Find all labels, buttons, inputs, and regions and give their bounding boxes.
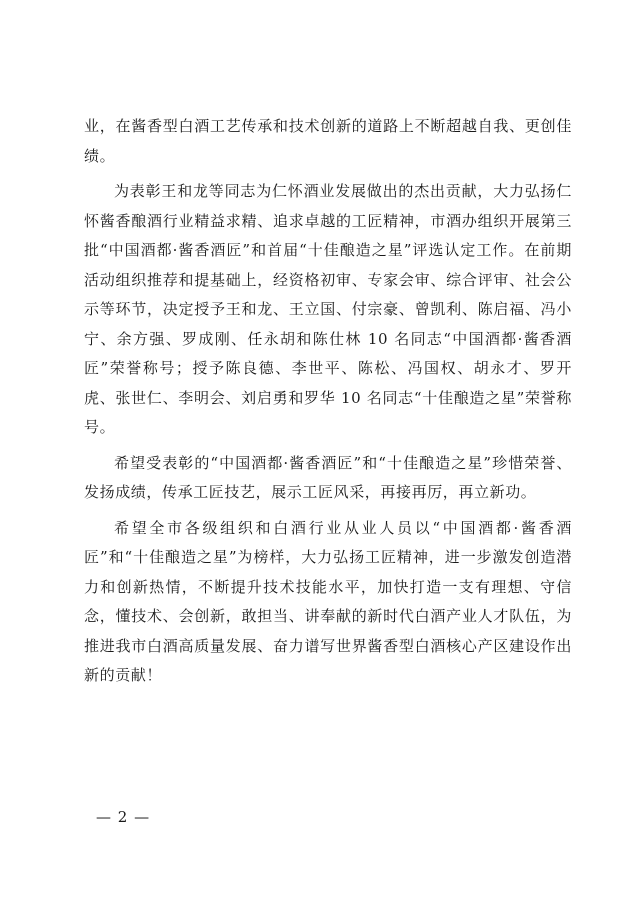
paragraph-industry-call: 希望全市各级组织和白酒行业从业人员以“中国酒都·酱香酒匠”和“十佳酿造之星”为榜样，大力弘扬工匠精神，进一步激发创造潜力和创新热情，不断提升技术技能水平，加快打造一支有理想、守信念，懂技术、会创新，敢担当、讲奉献的新时代白酒产业人才队伍，为推进我市白酒高质量发展、奋力谱写世界酱香型白酒核心产区建设作出新的贡献！: [84, 518, 572, 684]
paragraph-commendation: 为表彰王和龙等同志为仁怀酒业发展做出的杰出贡献，大力弘扬仁怀酱香酿酒行业精益求精、追求卓越的工匠精神，市酒办组织开展第三批“中国酒都·酱香酒匠”和首届“十佳酿造之星”评选认定工作。在前期活动组织推荐和提基础上，经资格初审、专家会审、综合评审、社会公示等环节，决定授予王和龙、王立国、付宗豪、曾凯利、陈启福、冯小宁、余方强、罗成刚、任永胡和陈仕林 10 名同志“中国酒都·酱香酒匠”荣誉称号；授予陈良德、李世平、陈松、冯国权、胡永才、罗开虎、张世仁、李明会、刘启勇和罗华 10 名同志“十佳酿造之星”荣誉称号。: [84, 182, 572, 436]
page-number: — 2 —: [96, 808, 151, 826]
paragraph-continuation: 业，在酱香型白酒工艺传承和技术创新的道路上不断超越自我、更创佳绩。: [84, 117, 572, 165]
document-body: [84, 112, 572, 697]
paragraph-honorees-hope: 希望受表彰的“中国酒都·酱香酒匠”和“十佳酿造之星”珍惜荣誉、发扬成绩，传承工匠技艺，展示工匠风采，再接再厉，再立新功。: [84, 453, 572, 501]
